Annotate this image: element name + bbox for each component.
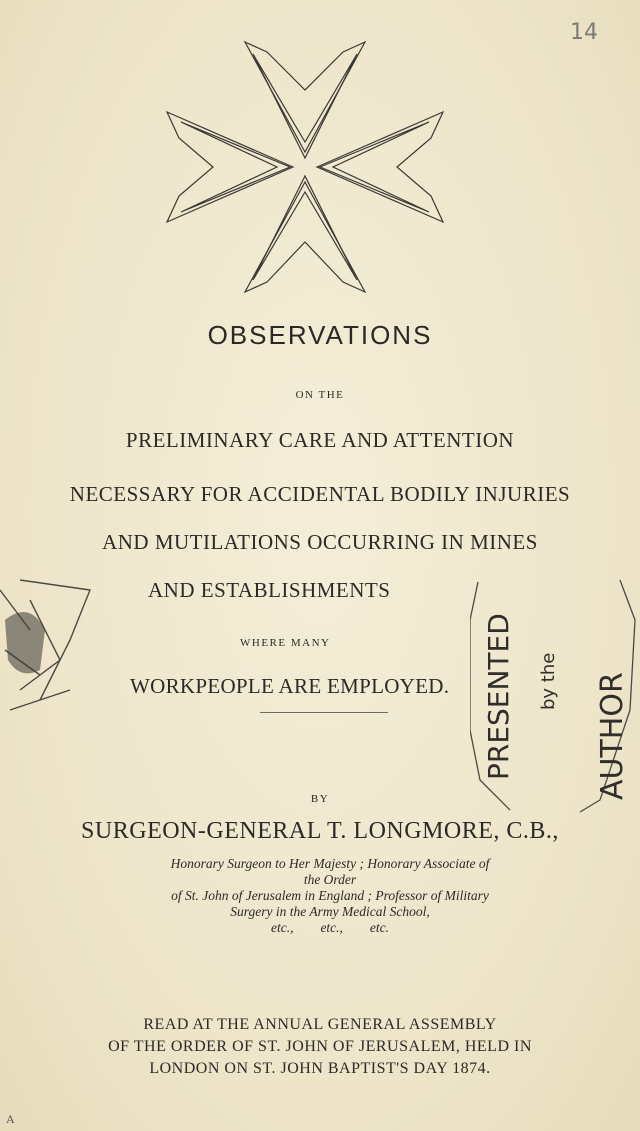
heading-line-3: AND MUTILATIONS OCCURRING IN MINES — [102, 530, 538, 554]
heading-line-1: PRELIMINARY CARE AND ATTENTION — [125, 428, 515, 452]
handwritten-author: AUTHOR — [595, 672, 630, 800]
by-label: BY — [310, 793, 330, 805]
page-title: OBSERVATIONS — [207, 320, 433, 350]
author-name: SURGEON-GENERAL T. LONGMORE, C.B., — [81, 818, 559, 844]
handwritten-by-the: by the — [538, 652, 559, 710]
workpeople-line: WORKPEOPLE ARE EMPLOYED. — [130, 674, 450, 698]
corner-mark: A — [6, 1112, 15, 1126]
read-at-line-3: LONDON ON ST. JOHN BAPTIST'S DAY 1874. — [149, 1060, 491, 1077]
heading-line-4: AND ESTABLISHMENTS — [148, 578, 391, 602]
on-the-label: ON THE — [295, 389, 345, 401]
divider-rule — [260, 712, 388, 713]
author-credentials — [170, 856, 490, 936]
credentials-line-3: Surgery in the Army Medical School, — [230, 904, 430, 919]
heading-line-2: NECESSARY FOR ACCIDENTAL BODILY INJURIES — [69, 482, 571, 506]
credentials-line-4: etc., etc., etc. — [270, 920, 390, 935]
presentation-inscription — [470, 560, 640, 820]
maltese-cross-emblem — [155, 30, 455, 305]
read-at-line-2: OF THE ORDER OF ST. JOHN OF JERUSALEM, HELD IN — [108, 1038, 532, 1055]
credentials-line-1: Honorary Surgeon to Her Majesty ; Honorary Associate of the Order — [170, 856, 490, 887]
library-stamp — [0, 560, 120, 720]
margin-note: 14 — [570, 20, 598, 45]
where-many-label: WHERE MANY — [240, 637, 331, 649]
handwritten-presented: PRESENTED — [482, 613, 515, 780]
read-at-line-1: READ AT THE ANNUAL GENERAL ASSEMBLY — [143, 1016, 497, 1033]
credentials-line-2: of St. John of Jerusalem in England ; Professor of Military — [171, 888, 489, 903]
